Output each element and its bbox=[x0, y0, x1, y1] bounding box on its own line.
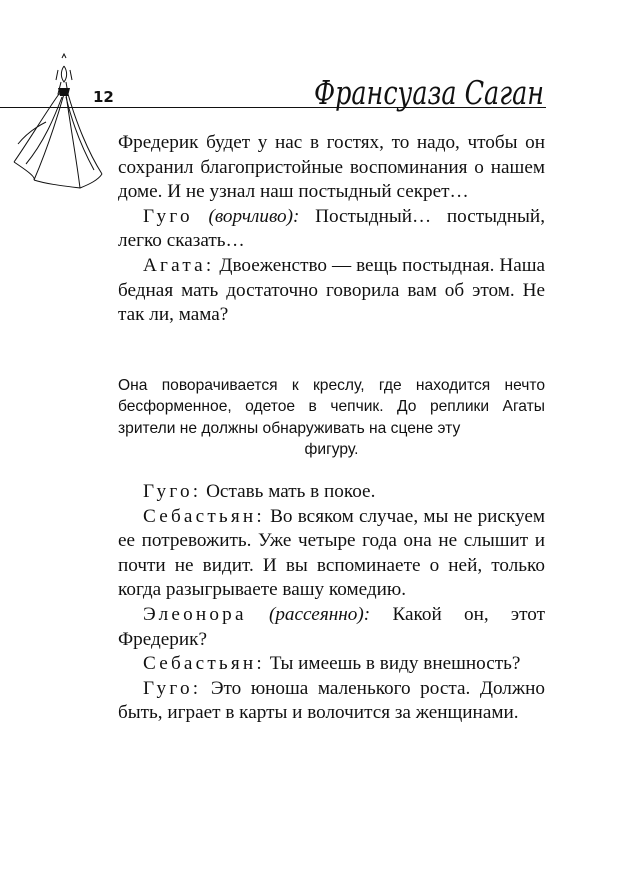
speech-text: Во всяком случае, мы не рискуем ее потревожить. Уже четыре года она не слышит и почти не видит. И вы вспоминаете о ней, только когда разыгрываете вашу комедию. bbox=[118, 505, 546, 601]
speaker-name: Агата: bbox=[143, 254, 215, 276]
speaker-name: Гуго: bbox=[143, 677, 202, 699]
speech-paragraph bbox=[118, 254, 545, 328]
page-number: 12 bbox=[93, 88, 114, 106]
speech-paragraph bbox=[118, 677, 545, 726]
speech-text: Ты имеешь в виду внешность? bbox=[269, 653, 521, 675]
speech-paragraph bbox=[118, 603, 545, 652]
speech-paragraph bbox=[118, 505, 545, 603]
speech-text: Какой он, этот Фредерик? bbox=[118, 603, 546, 650]
speech-text: Оставь мать в покое. bbox=[206, 481, 376, 502]
speaker-name: Гуго bbox=[143, 205, 193, 227]
stage-remark: (ворчливо): bbox=[208, 205, 300, 227]
paragraph: Фредерик будет у нас в гостях, то надо, чтобы он сохранил благопристойные воспоминания о нашем доме. И не узнал наш постыдный секрет… bbox=[118, 132, 545, 203]
speech-text: Это юноша маленького роста. Должно быть, играет в карты и волочится за женщинами. bbox=[118, 677, 545, 724]
speech-paragraph bbox=[118, 480, 545, 505]
speech-text: Двоеженство — вещь постыдная. Наша бедная мать достаточно говорила вам об этом. Не так ли, мама? bbox=[118, 254, 546, 326]
speech-paragraph bbox=[118, 652, 545, 677]
stage-remark: (рассеянно): bbox=[268, 603, 371, 625]
text-block-2 bbox=[118, 480, 545, 726]
running-title-text: Франсуаза Саган bbox=[314, 73, 544, 112]
speaker-name: Себастьян: bbox=[143, 505, 265, 527]
dress-sketch-icon bbox=[6, 52, 116, 197]
speaker-name: Элеонора bbox=[143, 603, 247, 625]
speaker-name: Себастьян: bbox=[143, 653, 265, 675]
stage-direction bbox=[118, 375, 545, 461]
stage-direction-text: Она поворачивается к креслу, где находится нечто бесформенное, одетое в чепчик. До реплики Агаты зрители не должны обнаруживать на сцене эту bbox=[118, 377, 545, 437]
speech-text: Постыдный… постыдный, легко сказать… bbox=[118, 205, 545, 252]
speech-paragraph bbox=[118, 205, 545, 254]
text-block-1 bbox=[118, 131, 545, 328]
stage-direction-last-line: фигуру. bbox=[304, 441, 359, 459]
running-title bbox=[312, 66, 548, 116]
speaker-name: Гуго: bbox=[143, 481, 202, 502]
